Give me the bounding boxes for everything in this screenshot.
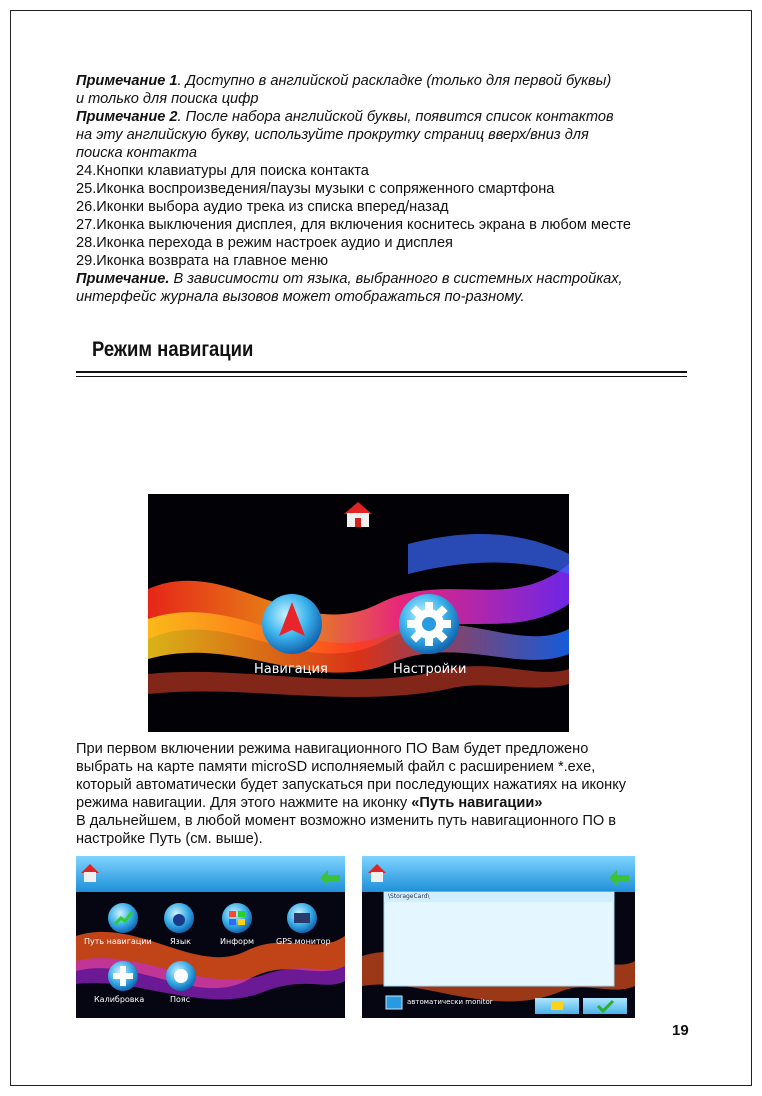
- paragraph-line: режима навигации. Для этого нажмите на иконку «Путь навигации»: [76, 795, 543, 811]
- final-note-line-1: Примечание. В зависимости от языка, выбранного в системных настройках,: [76, 271, 623, 287]
- settings-gear-icon: [399, 594, 459, 654]
- section-divider-thin: [76, 376, 687, 377]
- note-1-line-2: и только для поиска цифр: [76, 91, 259, 107]
- path-selection-screenshot: [362, 856, 635, 1018]
- navigation-icon: [262, 594, 322, 654]
- navigation-description: [76, 740, 696, 848]
- timezone-label[interactable]: Пояс: [170, 995, 191, 1004]
- paragraph-line: При первом включении режима навигационного ПО Вам будет предложено: [76, 741, 589, 757]
- paragraph-line: настройке Путь (см. выше).: [76, 831, 263, 847]
- info-label[interactable]: Информ: [220, 937, 255, 946]
- settings-screenshot: [76, 856, 345, 1018]
- list-item: 28.Иконка перехода в режим настроек аудио и дисплея: [76, 235, 453, 251]
- navigation-button-label[interactable]: Навигация: [254, 662, 328, 677]
- auto-checkbox: [386, 996, 402, 1009]
- page-number: 19: [672, 1022, 689, 1039]
- calibration-label[interactable]: Калибровка: [94, 995, 145, 1004]
- section-divider: [76, 371, 687, 373]
- list-item: 29.Иконка возврата на главное меню: [76, 253, 329, 269]
- note-1-line-1: Примечание 1. Доступно в английской раскладке (только для первой буквы): [76, 73, 612, 89]
- auto-monitor-label[interactable]: автоматически monitor: [407, 998, 493, 1006]
- instructions-text: [76, 72, 696, 306]
- list-item: 25.Иконка воспроизведения/паузы музыки с сопряженного смартфона: [76, 181, 555, 197]
- gps-monitor-label[interactable]: GPS монитор: [276, 937, 331, 946]
- language-label[interactable]: Язык: [170, 937, 191, 946]
- section-title: Режим навигации: [92, 338, 254, 361]
- paragraph-line: который автоматически будет запускаться при последующих нажатиях на иконку: [76, 777, 627, 793]
- navigation-mode-screenshot: [148, 494, 569, 732]
- nav-path-label[interactable]: Путь навигации: [84, 937, 152, 946]
- paragraph-line: В дальнейшем, в любой момент возможно изменить путь навигационного ПО в: [76, 813, 617, 829]
- path-field[interactable]: \StorageCard\: [388, 893, 430, 900]
- list-item: 24.Кнопки клавиатуры для поиска контакта: [76, 163, 369, 179]
- ok-button: [583, 998, 627, 1014]
- paragraph-line: выбрать на карте памяти microSD исполняемый файл с расширением *.exe,: [76, 759, 596, 775]
- note-2-line-2: на эту английскую букву, используйте прокрутку страниц вверх/вниз для: [76, 127, 589, 143]
- settings-button-label[interactable]: Настройки: [393, 662, 467, 677]
- list-item: 27.Иконка выключения дисплея, для включения коснитесь экрана в любом месте: [76, 217, 631, 233]
- list-item: 26.Иконки выбора аудио трека из списка вперед/назад: [76, 199, 449, 215]
- note-2-line-3: поиска контакта: [76, 145, 197, 161]
- final-note-line-2: интерфейс журнала вызовов может отображаться по-разному.: [76, 289, 525, 305]
- note-2-line-1: Примечание 2. После набора английской буквы, появится список контактов: [76, 109, 614, 125]
